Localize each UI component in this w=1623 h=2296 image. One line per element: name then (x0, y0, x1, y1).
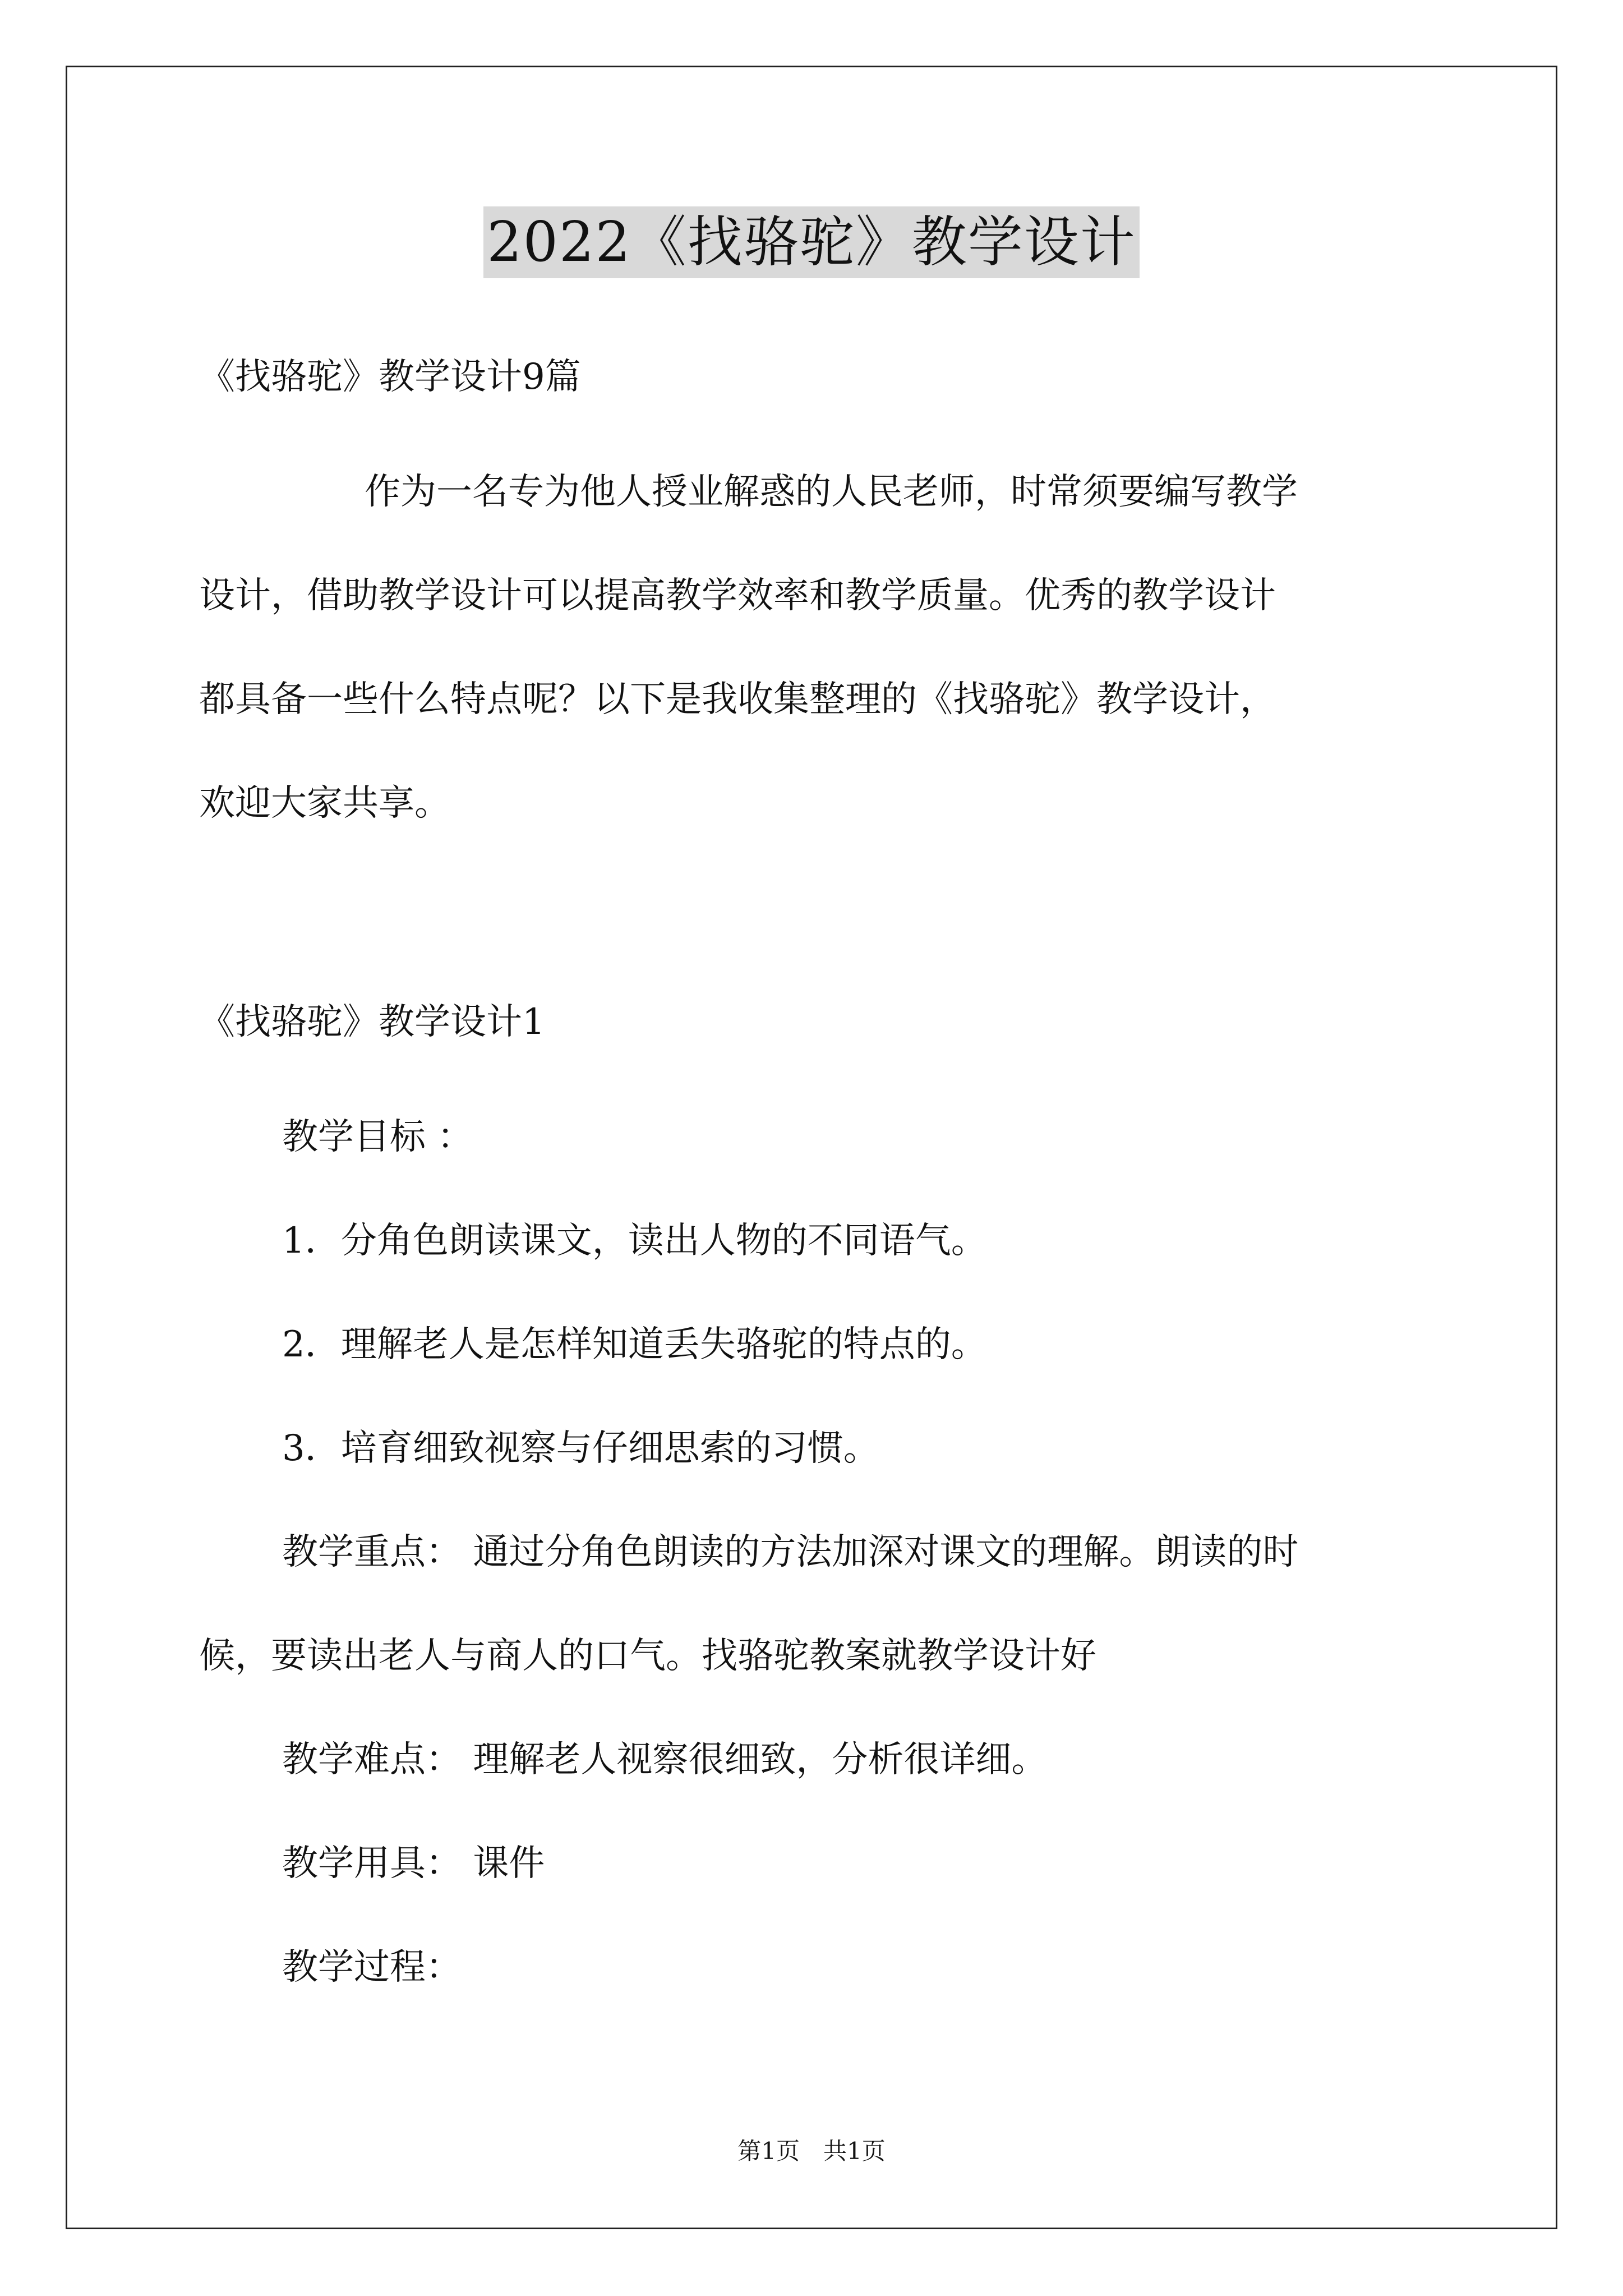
goal-item-1: 1．分角色朗读课文，读出人物的不同语气。 (282, 1220, 987, 1262)
goal-item-2: 2．理解老人是怎样知道丢失骆驼的特点的。 (282, 1324, 987, 1365)
difficulty-line: 教学难点： 理解老人视察很细致，分析很详细。 (282, 1739, 1048, 1780)
section-heading: 《找骆驼》教学设计1 (199, 1001, 545, 1043)
tools-line: 教学用具： 课件 (282, 1843, 545, 1884)
title-container (0, 206, 1623, 278)
process-line: 教学过程： (282, 1947, 462, 1988)
intro-line-3: 都具备一些什么特点呢？以下是我收集整理的《找骆驼》教学设计， (199, 679, 1276, 720)
intro-line-1: 作为一名专为他人授业解惑的人民老师，时常须要编写教学 (365, 471, 1298, 513)
goal-item-3: 3．培育细致视察与仔细思索的习惯。 (282, 1428, 879, 1469)
document-title: 2022《找骆驼》教学设计 (483, 206, 1139, 278)
goals-label: 教学目标 ： (282, 1116, 473, 1158)
intro-line-2: 设计，借助教学设计可以提高教学效率和教学质量。优秀的教学设计 (199, 575, 1276, 616)
subtitle: 《找骆驼》教学设计9篇 (199, 356, 581, 398)
page-footer: 第1页 共1页 (737, 2137, 886, 2165)
intro-line-4: 欢迎大家共享。 (199, 783, 450, 824)
key-point-line-2: 候，要读出老人与商人的口气。找骆驼教案就教学设计好 (199, 1635, 1096, 1677)
key-point-line-1: 教学重点： 通过分角色朗读的方法加深对课文的理解。朗读的时 (282, 1531, 1299, 1573)
